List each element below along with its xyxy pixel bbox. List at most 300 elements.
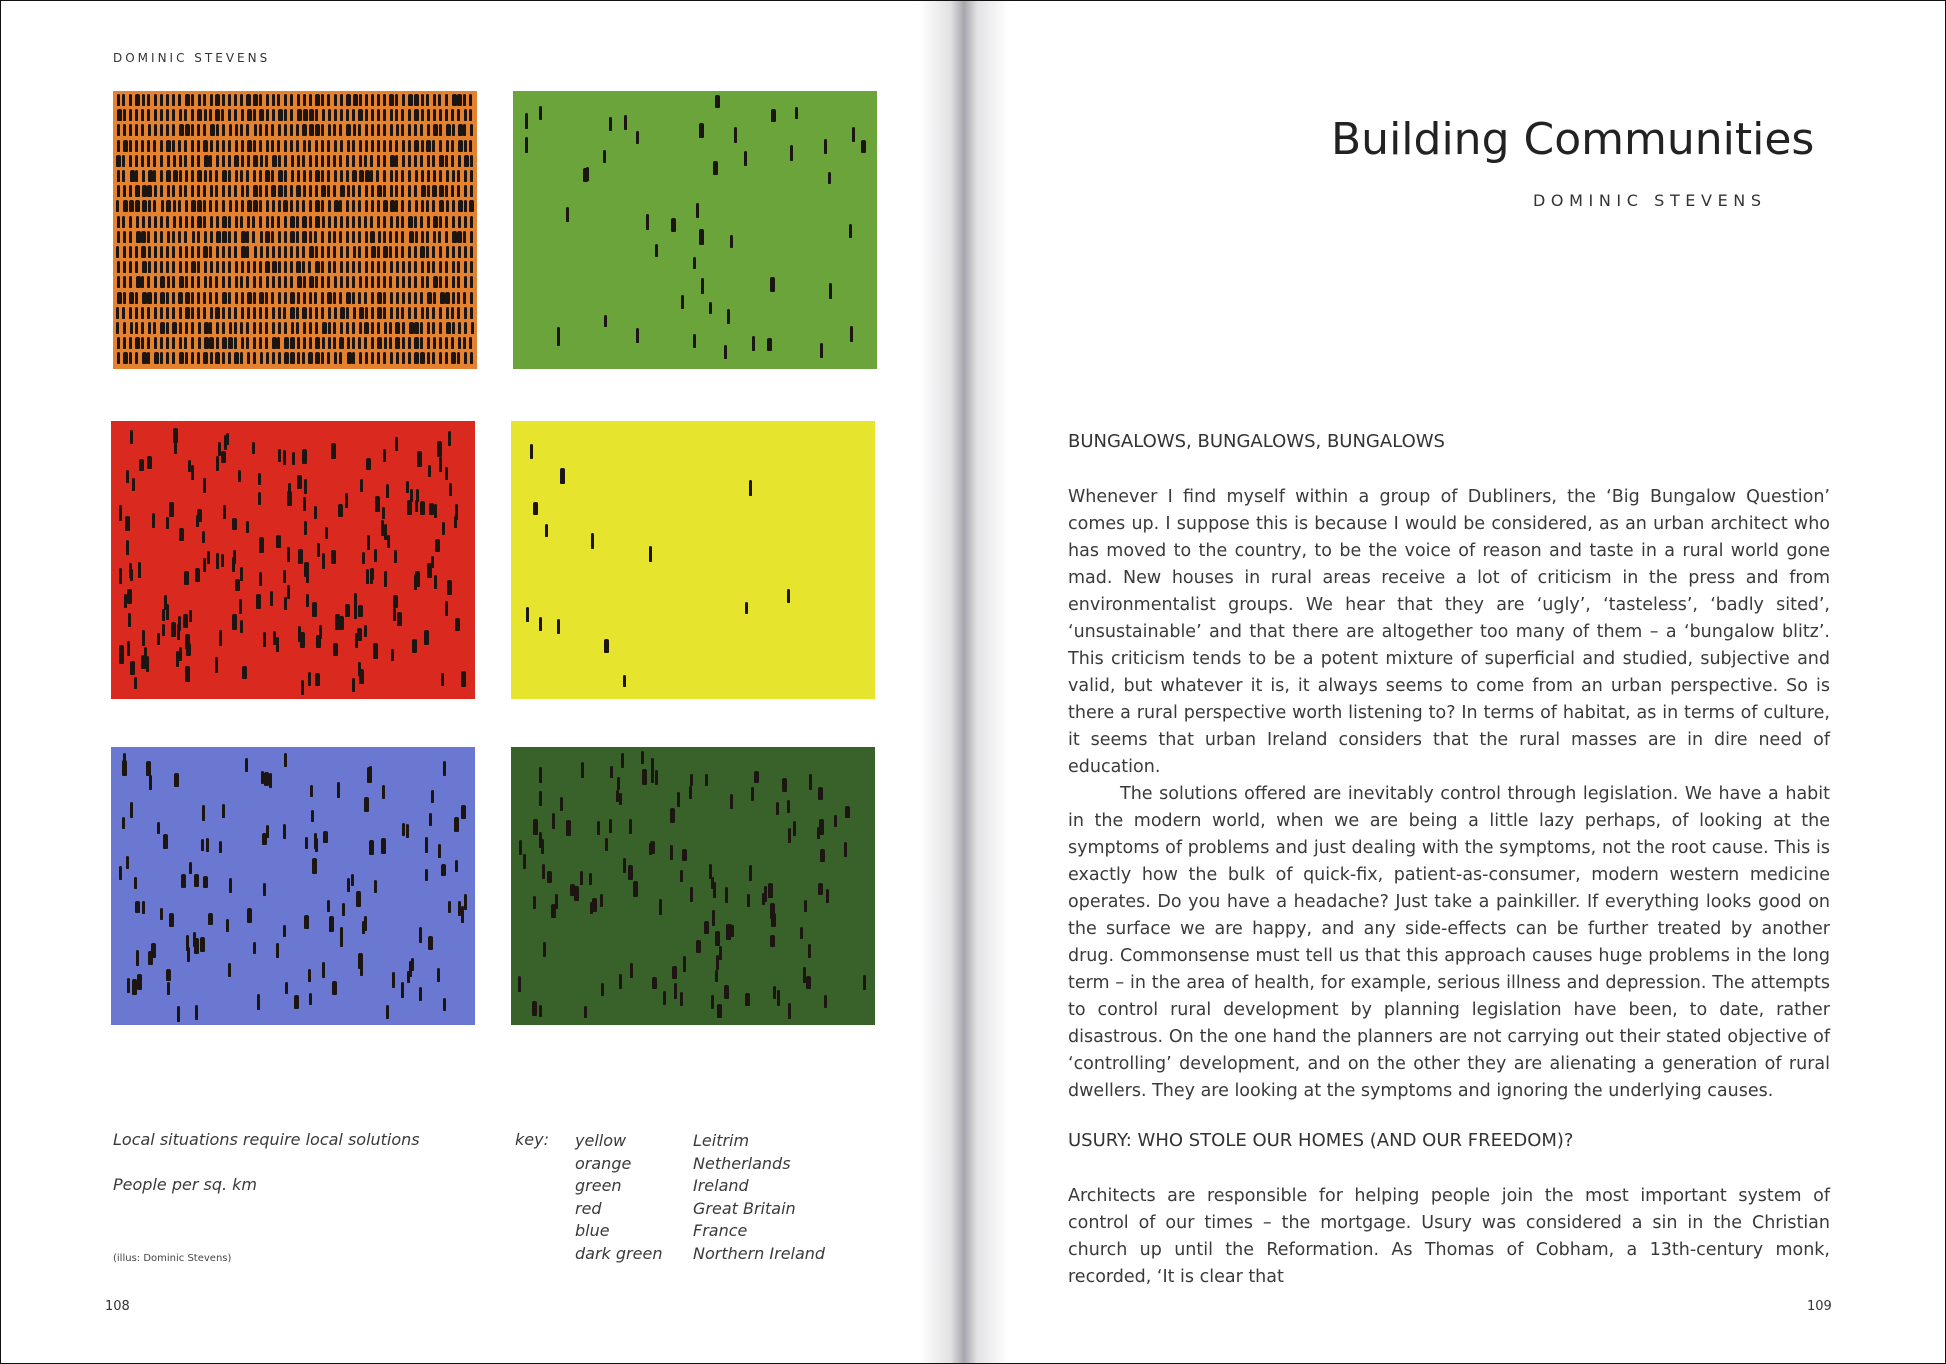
section-body-bungalows — [1068, 484, 1830, 1105]
person-figure — [191, 200, 196, 212]
person-figure — [690, 774, 693, 786]
person-figure — [116, 155, 121, 167]
person-figure — [166, 307, 169, 319]
person-figure — [455, 504, 458, 520]
person-figure — [426, 200, 429, 212]
person-figure — [439, 185, 444, 197]
person-figure — [539, 767, 542, 783]
person-figure — [469, 337, 472, 349]
person-figure — [123, 292, 126, 304]
person-figure — [353, 246, 356, 258]
person-figure — [127, 589, 132, 604]
person-figure — [129, 563, 132, 578]
person-figure — [259, 216, 262, 228]
person-figure — [203, 352, 208, 364]
person-figure — [439, 109, 442, 121]
person-figure — [283, 925, 286, 937]
person-figure — [539, 791, 542, 806]
person-figure — [352, 678, 355, 692]
person-figure — [392, 972, 395, 988]
person-figure — [421, 200, 424, 212]
person-figure — [204, 276, 207, 288]
person-figure — [129, 352, 132, 364]
person-figure — [438, 844, 441, 858]
person-figure — [135, 200, 140, 212]
person-figure — [303, 140, 306, 152]
person-figure — [383, 140, 386, 152]
person-figure — [452, 261, 455, 273]
person-figure — [173, 200, 176, 212]
person-figure — [142, 94, 145, 106]
person-figure — [290, 292, 295, 304]
person-figure — [301, 680, 304, 695]
person-figure — [852, 127, 855, 142]
person-figure — [266, 109, 269, 121]
person-figure — [160, 337, 163, 349]
person-figure — [185, 634, 190, 649]
person-figure — [148, 246, 151, 258]
person-figure — [365, 246, 368, 258]
person-figure — [347, 185, 350, 197]
person-figure — [604, 639, 609, 653]
person-figure — [184, 155, 187, 167]
person-figure — [415, 571, 420, 587]
person-figure — [729, 924, 732, 937]
person-figure — [322, 216, 325, 228]
person-figure — [610, 766, 613, 778]
person-figure — [197, 307, 200, 319]
person-figure — [725, 887, 728, 903]
person-figure — [415, 500, 418, 512]
person-figure — [445, 94, 448, 106]
person-figure — [129, 216, 132, 228]
person-figure — [119, 652, 124, 664]
person-figure — [445, 352, 448, 364]
person-figure — [334, 216, 337, 228]
person-figure — [297, 337, 300, 349]
person-figure — [464, 170, 467, 182]
person-figure — [259, 572, 262, 586]
person-figure — [302, 216, 307, 228]
person-figure — [259, 337, 262, 349]
paragraph: Whenever I find myself within a group of Dubliners, the ‘Big Bungalow Question’ comes up. I suppose this is because I would be considered, as an urban architect who has moved to the country, to be the voice of reason and taste in a rural world gone mad. New houses in rural areas receive a lot of criticism in the press and from environmentalist groups. We hear that they are ‘ugly’, ‘tasteless’, ‘badly sited’, ‘unsustainable’ and that there are altogether too many of them – a ‘bungalow blitz’. This criticism tends to be a potent mixture of superficial and studied, subjective and valid, but whatever it is, it always seems to come from an urban perspective. So is there a rural perspective worth listening to? In terms of habitat, as in terms of culture, it seems that urban Ireland considers that the rural masses are in dire need of education. — [1068, 487, 1830, 777]
person-figure — [135, 170, 138, 182]
person-figure — [148, 170, 153, 182]
person-figure — [470, 276, 473, 288]
person-figure — [141, 307, 144, 319]
person-figure — [284, 352, 289, 364]
person-figure — [303, 292, 306, 304]
person-figure — [166, 322, 169, 334]
person-figure — [167, 185, 170, 197]
person-figure — [358, 261, 361, 273]
person-figure — [303, 185, 306, 197]
person-figure — [197, 109, 202, 121]
person-figure — [246, 185, 249, 197]
person-figure — [754, 771, 759, 783]
person-figure — [377, 307, 382, 319]
person-figure — [178, 292, 183, 304]
person-figure — [135, 109, 138, 121]
person-figure — [463, 231, 466, 243]
person-figure — [439, 322, 442, 334]
person-figure — [371, 352, 374, 364]
person-figure — [339, 616, 344, 630]
person-figure — [283, 824, 286, 839]
person-figure — [365, 352, 368, 364]
person-figure — [464, 200, 467, 212]
person-figure — [202, 531, 205, 543]
person-figure — [232, 557, 235, 572]
person-figure — [458, 337, 461, 349]
person-figure — [621, 753, 624, 768]
person-figure — [334, 170, 337, 182]
person-figure — [173, 170, 178, 182]
person-figure — [129, 307, 132, 319]
person-figure — [135, 352, 138, 364]
person-figure — [402, 352, 405, 364]
person-figure — [445, 337, 448, 349]
person-figure — [129, 185, 132, 197]
person-figure — [445, 292, 450, 304]
person-figure — [290, 200, 293, 212]
person-figure — [228, 963, 231, 977]
person-figure — [135, 155, 138, 167]
person-figure — [172, 261, 175, 273]
person-figure — [222, 337, 227, 349]
person-figure — [172, 94, 175, 106]
person-figure — [210, 231, 213, 243]
person-figure — [415, 231, 418, 243]
person-figure — [265, 322, 268, 334]
person-figure — [439, 200, 444, 212]
person-figure — [414, 140, 419, 152]
person-figure — [651, 769, 654, 783]
person-figure — [345, 493, 348, 508]
person-figure — [191, 465, 194, 480]
person-figure — [166, 517, 169, 529]
person-figure — [240, 216, 243, 228]
person-figure — [130, 802, 133, 818]
person-figure — [309, 94, 312, 106]
person-figure — [234, 231, 237, 243]
person-figure — [142, 216, 145, 228]
person-figure — [276, 943, 279, 958]
person-figure — [260, 231, 263, 243]
person-figure — [191, 292, 194, 304]
person-figure — [470, 352, 473, 364]
person-figure — [302, 307, 307, 319]
person-figure — [317, 543, 320, 557]
person-figure — [458, 216, 461, 228]
person-figure — [803, 967, 806, 983]
person-figure — [408, 276, 411, 288]
person-figure — [464, 216, 467, 228]
person-figure — [246, 170, 249, 182]
person-figure — [365, 124, 368, 136]
person-figure — [125, 516, 130, 531]
person-figure — [333, 231, 336, 243]
person-figure — [191, 246, 194, 258]
person-figure — [359, 307, 364, 319]
person-figure — [633, 881, 638, 897]
person-figure — [439, 246, 442, 258]
person-figure — [221, 109, 224, 121]
person-figure — [169, 502, 174, 517]
person-figure — [371, 109, 374, 121]
person-figure — [141, 155, 144, 167]
person-figure — [384, 337, 387, 349]
person-figure — [128, 613, 131, 627]
person-figure — [161, 200, 164, 212]
person-figure — [241, 155, 244, 167]
person-figure — [383, 216, 386, 228]
person-figure — [804, 900, 807, 912]
person-figure — [297, 155, 300, 167]
person-figure — [439, 276, 442, 288]
person-figure — [166, 352, 169, 364]
person-figure — [333, 261, 336, 273]
person-figure — [228, 337, 233, 349]
person-figure — [229, 322, 232, 334]
person-figure — [346, 322, 349, 334]
person-figure — [383, 449, 386, 462]
person-figure — [309, 155, 312, 167]
person-figure — [670, 808, 675, 823]
person-figure — [322, 109, 325, 121]
person-figure — [464, 140, 467, 152]
person-figure — [445, 216, 448, 228]
person-figure — [365, 200, 368, 212]
person-figure — [401, 170, 404, 182]
person-figure — [434, 575, 437, 589]
person-figure — [209, 322, 212, 334]
person-figure — [183, 614, 188, 628]
person-figure — [297, 292, 300, 304]
person-figure — [222, 94, 225, 106]
person-figure — [751, 787, 754, 801]
person-figure — [263, 632, 266, 647]
person-figure — [266, 825, 269, 838]
person-figure — [247, 307, 250, 319]
person-figure — [447, 580, 452, 595]
person-figure — [433, 94, 436, 106]
person-figure — [352, 216, 355, 228]
person-figure — [683, 956, 686, 972]
person-figure — [770, 903, 775, 919]
person-figure — [185, 322, 188, 334]
person-figure — [381, 520, 384, 536]
person-figure — [123, 200, 128, 212]
person-figure — [222, 124, 225, 136]
person-figure — [235, 216, 238, 228]
person-figure — [402, 322, 405, 334]
person-figure — [266, 246, 269, 258]
person-figure — [395, 322, 400, 334]
person-figure — [271, 170, 274, 182]
person-figure — [187, 947, 190, 962]
person-figure — [234, 246, 237, 258]
person-figure — [185, 292, 190, 304]
person-figure — [328, 307, 331, 319]
person-figure — [352, 200, 355, 212]
person-figure — [294, 995, 299, 1009]
person-figure — [383, 109, 386, 121]
person-figure — [197, 509, 202, 522]
person-figure — [266, 140, 269, 152]
person-figure — [278, 307, 281, 319]
person-figure — [235, 276, 238, 288]
person-figure — [808, 944, 811, 958]
person-figure — [278, 449, 281, 462]
person-figure — [185, 94, 190, 106]
person-figure — [609, 117, 612, 131]
person-figure — [826, 889, 829, 903]
person-figure — [154, 261, 157, 273]
key-color: dark green — [575, 1243, 663, 1263]
person-figure — [333, 337, 336, 349]
person-figure — [154, 185, 157, 197]
person-figure — [383, 307, 386, 319]
person-figure — [303, 276, 306, 288]
person-figure — [253, 307, 256, 319]
person-figure — [184, 109, 187, 121]
person-figure — [426, 307, 429, 319]
person-figure — [432, 185, 437, 197]
person-figure — [340, 170, 343, 182]
person-figure — [574, 886, 579, 901]
person-figure — [443, 998, 446, 1011]
person-figure — [358, 953, 363, 969]
person-figure — [141, 276, 144, 288]
person-figure — [228, 216, 231, 228]
person-figure — [184, 140, 187, 152]
person-figure — [377, 322, 380, 334]
person-figure — [303, 170, 306, 182]
person-figure — [303, 94, 306, 106]
person-figure — [228, 352, 231, 364]
person-figure — [384, 571, 387, 587]
person-figure — [329, 916, 334, 932]
person-figure — [371, 246, 376, 258]
person-figure — [353, 94, 358, 106]
person-figure — [327, 185, 330, 197]
person-figure — [253, 94, 258, 106]
person-figure — [352, 109, 355, 121]
person-figure — [395, 246, 398, 258]
person-figure — [292, 452, 295, 465]
person-figure — [365, 261, 368, 273]
person-figure — [272, 337, 277, 349]
person-figure — [454, 817, 459, 832]
person-figure — [157, 633, 160, 645]
person-figure — [426, 231, 429, 243]
person-figure — [117, 231, 120, 243]
person-figure — [395, 140, 398, 152]
person-figure — [278, 200, 281, 212]
person-figure — [157, 822, 160, 834]
person-figure — [316, 635, 321, 648]
person-figure — [298, 549, 303, 564]
person-figure — [417, 451, 422, 467]
person-figure — [333, 643, 338, 656]
person-figure — [364, 155, 367, 167]
person-figure — [365, 109, 368, 121]
person-figure — [266, 94, 269, 106]
person-figure — [360, 479, 363, 492]
person-figure — [623, 858, 626, 873]
person-figure — [543, 942, 546, 957]
person-figure — [377, 185, 382, 197]
person-figure — [246, 124, 249, 136]
person-figure — [581, 762, 584, 778]
person-figure — [117, 124, 120, 136]
person-figure — [470, 231, 473, 243]
person-figure — [352, 261, 355, 273]
person-figure — [154, 337, 157, 349]
person-figure — [328, 337, 331, 349]
person-figure — [215, 109, 220, 121]
person-figure — [184, 571, 189, 585]
person-figure — [470, 185, 473, 197]
person-figure — [148, 124, 151, 136]
person-figure — [136, 276, 141, 288]
person-figure — [699, 229, 704, 245]
person-figure — [130, 430, 133, 444]
person-figure — [253, 170, 256, 182]
person-figure — [455, 618, 460, 631]
person-figure — [272, 94, 275, 106]
person-figure — [624, 115, 627, 130]
person-figure — [195, 1005, 198, 1020]
person-figure — [265, 185, 268, 197]
person-figure — [420, 246, 425, 258]
person-figure — [179, 322, 182, 334]
person-figure — [704, 921, 709, 934]
person-figure — [339, 155, 342, 167]
person-figure — [216, 261, 219, 273]
person-figure — [253, 942, 256, 954]
person-figure — [290, 307, 295, 319]
person-figure — [389, 322, 392, 334]
person-figure — [129, 94, 132, 106]
person-figure — [142, 352, 147, 364]
person-figure — [560, 797, 563, 811]
person-figure — [408, 337, 411, 349]
person-figure — [146, 761, 151, 776]
person-figure — [451, 109, 454, 121]
person-figure — [315, 124, 320, 136]
person-figure — [252, 216, 255, 228]
person-figure — [401, 200, 404, 212]
person-figure — [358, 185, 361, 197]
person-figure — [421, 276, 424, 288]
person-figure — [124, 594, 127, 608]
person-figure — [557, 619, 560, 634]
person-figure — [354, 604, 357, 619]
person-figure — [272, 109, 275, 121]
person-figure — [179, 528, 184, 541]
person-figure — [371, 94, 374, 106]
person-figure — [419, 987, 422, 1001]
person-figure — [246, 337, 249, 349]
person-figure — [134, 677, 137, 689]
person-figure — [271, 124, 274, 136]
person-figure — [123, 124, 126, 136]
person-figure — [370, 568, 373, 584]
person-figure — [719, 946, 722, 960]
person-figure — [346, 276, 349, 288]
